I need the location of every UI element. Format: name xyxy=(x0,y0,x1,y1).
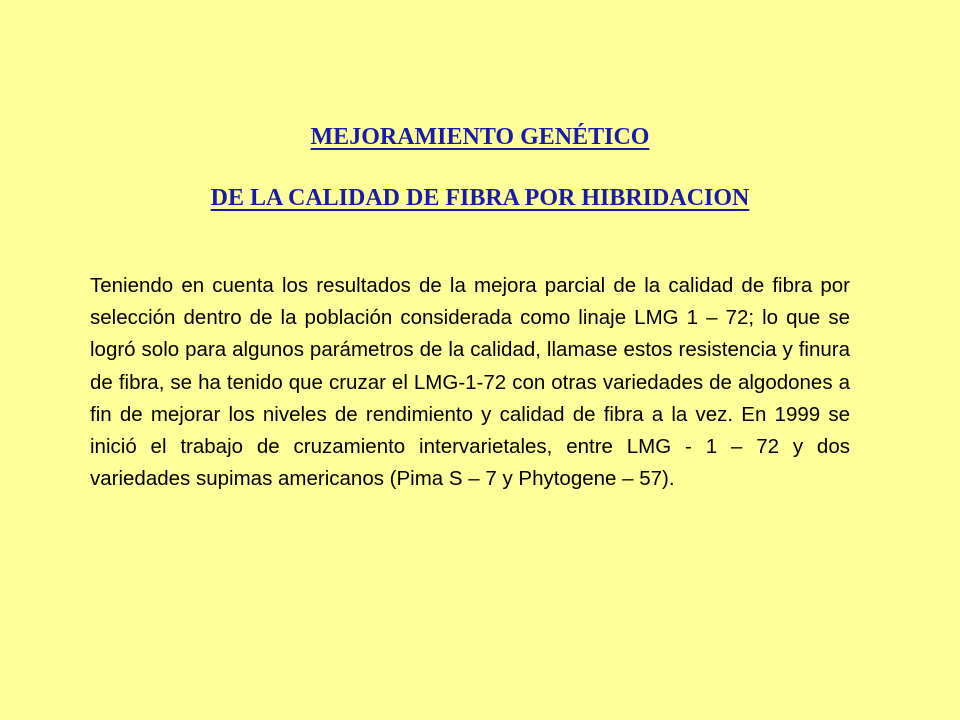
slide-title-line-1 xyxy=(0,122,960,152)
title-line-2-text: DE LA CALIDAD DE FIBRA POR HIBRIDACION xyxy=(210,185,750,211)
title-line-1-text: MEJORAMIENTO GENÉTICO xyxy=(310,124,650,150)
body-paragraph: Teniendo en cuenta los resultados de la mejora parcial de la calidad de fibra por selección dentro de la población considerada como linaje LMG 1 – 72; lo que se logró solo para algunos parámetros de la calidad, llamase estos resistencia y finura de fibra, se ha tenido que cruzar el LMG-1-72 con otras variedades de algodones a fin de mejorar los niveles de rendimiento y calidad de fibra a la vez. En 1999 se inició el trabajo de cruzamiento intervarietales, entre LMG - 1 – 72 y dos variedades supimas americanos (Pima S – 7 y Phytogene – 57). xyxy=(90,274,850,491)
slide-title-line-2 xyxy=(0,183,960,213)
